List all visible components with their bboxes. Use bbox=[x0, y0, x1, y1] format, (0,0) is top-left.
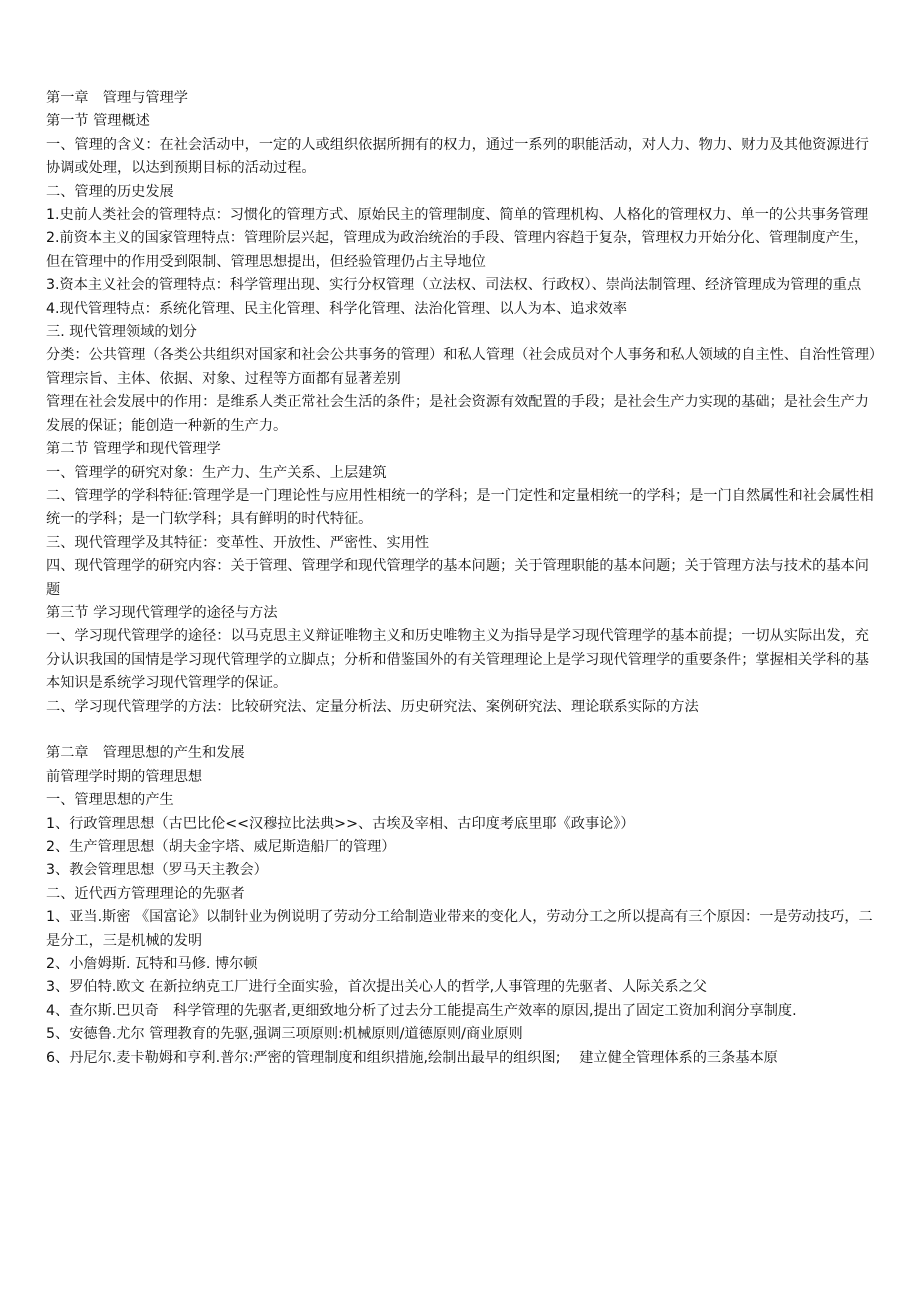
text-line: 2.前资本主义的国家管理特点：管理阶层兴起，管理成为政治统治的手段、管理内容趋于复杂，管理权力开始分化、管理制度产生，但在管理中的作用受到限制、管理思想提出，但经验管理仍占主导地位 bbox=[46, 230, 869, 270]
text-line: 二、学习现代管理学的方法：比较研究法、定量分析法、历史研究法、案例研究法、理论联系实际的方法 bbox=[46, 698, 699, 715]
text-line: 二、管理学的学科特征:管理学是一门理论性与应用性相统一的学科；是一门定性和定量相统一的学科；是一门自然属性和社会属性相统一的学科；是一门软学科；具有鲜明的时代特征。 bbox=[46, 487, 874, 528]
text-line: 二、近代西方管理理论的先驱者 bbox=[46, 885, 245, 902]
text-line: 一、学习现代管理学的途径：以马克思主义辩证唯物主义和历史唯物主义为指导是学习现代管理学的基本前提；一切从实际出发，充分认识我国的国情是学习现代管理学的立脚点；分析和借鉴国外的有关管理理论上是学习现代管理学的重要条件；掌握相关学科的基本知识是系统学习现代管理学的保证。 bbox=[46, 628, 869, 692]
text-line: 第一章 管理与管理学 bbox=[46, 90, 188, 106]
document-page bbox=[46, 87, 882, 1070]
text-line: 四、现代管理学的研究内容：关于管理、管理学和现代管理学的基本问题；关于管理职能的基本问题；关于管理方法与技术的基本问题 bbox=[46, 558, 869, 598]
text-line: 1.史前人类社会的管理特点：习惯化的管理方式、原始民主的管理制度、简单的管理机构、人格化的管理权力、单一的公共事务管理 bbox=[46, 207, 869, 224]
text-line: 第三节 学习现代管理学的途径与方法 bbox=[46, 604, 278, 621]
text-line: 3.资本主义社会的管理特点：科学管理出现、实行分权管理（立法权、司法权、行政权）、崇尚法制管理、经济管理成为管理的重点 bbox=[46, 277, 862, 294]
text-line: 二、管理的历史发展 bbox=[46, 183, 174, 200]
text-line: 2、生产管理思想（胡夫金字塔、威尼斯造船厂的管理） bbox=[46, 838, 396, 855]
text-line: 管理在社会发展中的作用：是维系人类正常社会生活的条件；是社会资源有效配置的手段；是社会生产力实现的基础；是社会生产力发展的保证；能创造一种新的生产力。 bbox=[46, 394, 869, 434]
text-line: 4.现代管理特点：系统化管理、民主化管理、科学化管理、法治化管理、以人为本、追求效率 bbox=[46, 300, 628, 317]
text-line: 一、管理的含义：在社会活动中，一定的人或组织依据所拥有的权力，通过一系列的职能活动，对人力、物力、财力及其他资源进行协调或处理，以达到预期目标的活动过程。 bbox=[46, 136, 869, 177]
text-line: 前管理学时期的管理思想 bbox=[46, 768, 203, 785]
text-line: 第二节 管理学和现代管理学 bbox=[46, 441, 221, 458]
text-line: 第一节 管理概述 bbox=[46, 113, 150, 130]
text-line: 2、小詹姆斯. 瓦特和马修. 博尔顿 bbox=[46, 956, 258, 973]
text-line: 1、亚当.斯密 《国富论》以制针业为例说明了劳动分工给制造业带来的变化人，劳动分工之所以提高有三个原因：一是劳动技巧，二是分工，三是机械的发明 bbox=[46, 909, 873, 949]
text-line: 三、现代管理学及其特征：变革性、开放性、严密性、实用性 bbox=[46, 534, 430, 551]
text-line: 一、管理思想的产生 bbox=[46, 792, 174, 809]
text-line: 管理宗旨、主体、依据、对象、过程等方面都有显著差别 bbox=[46, 370, 401, 387]
text-line: 三. 现代管理领域的划分 bbox=[46, 324, 197, 341]
text-line: 1、行政管理思想（古巴比伦<<汉穆拉比法典>>、古埃及宰相、古印度考底里耶《政事论》） bbox=[46, 815, 635, 832]
blank-line bbox=[46, 719, 882, 742]
text-line: 5、安德鲁.尤尔 管理教育的先驱,强调三项原则:机械原则/道德原则/商业原则 bbox=[46, 1026, 523, 1043]
text-line: 一、管理学的研究对象：生产力、生产关系、上层建筑 bbox=[46, 464, 387, 481]
text-line: 3、教会管理思想（罗马天主教会） bbox=[46, 862, 268, 879]
text-line: 第二章 管理思想的产生和发展 bbox=[46, 745, 245, 762]
text-line: 4、查尔斯.巴贝奇 科学管理的先驱者,更细致地分析了过去分工能提高生产效率的原因,提出了固定工资加利润分享制度. bbox=[46, 1002, 797, 1019]
text-line: 3、罗伯特.欧文 在新拉纳克工厂进行全面实验，首次提出关心人的哲学,人事管理的先驱者、人际关系之父 bbox=[46, 979, 707, 996]
text-line: 6、丹尼尔.麦卡勒姆和亨利.普尔:严密的管理制度和组织措施,绘制出最早的组织图; 建立健全管理体系的三条基本原 bbox=[46, 1049, 778, 1066]
text-line: 分类：公共管理（各类公共组织对国家和社会公共事务的管理）和私人管理（社会成员对个人事务和私人领域的自主性、自治性管理） bbox=[46, 347, 884, 364]
